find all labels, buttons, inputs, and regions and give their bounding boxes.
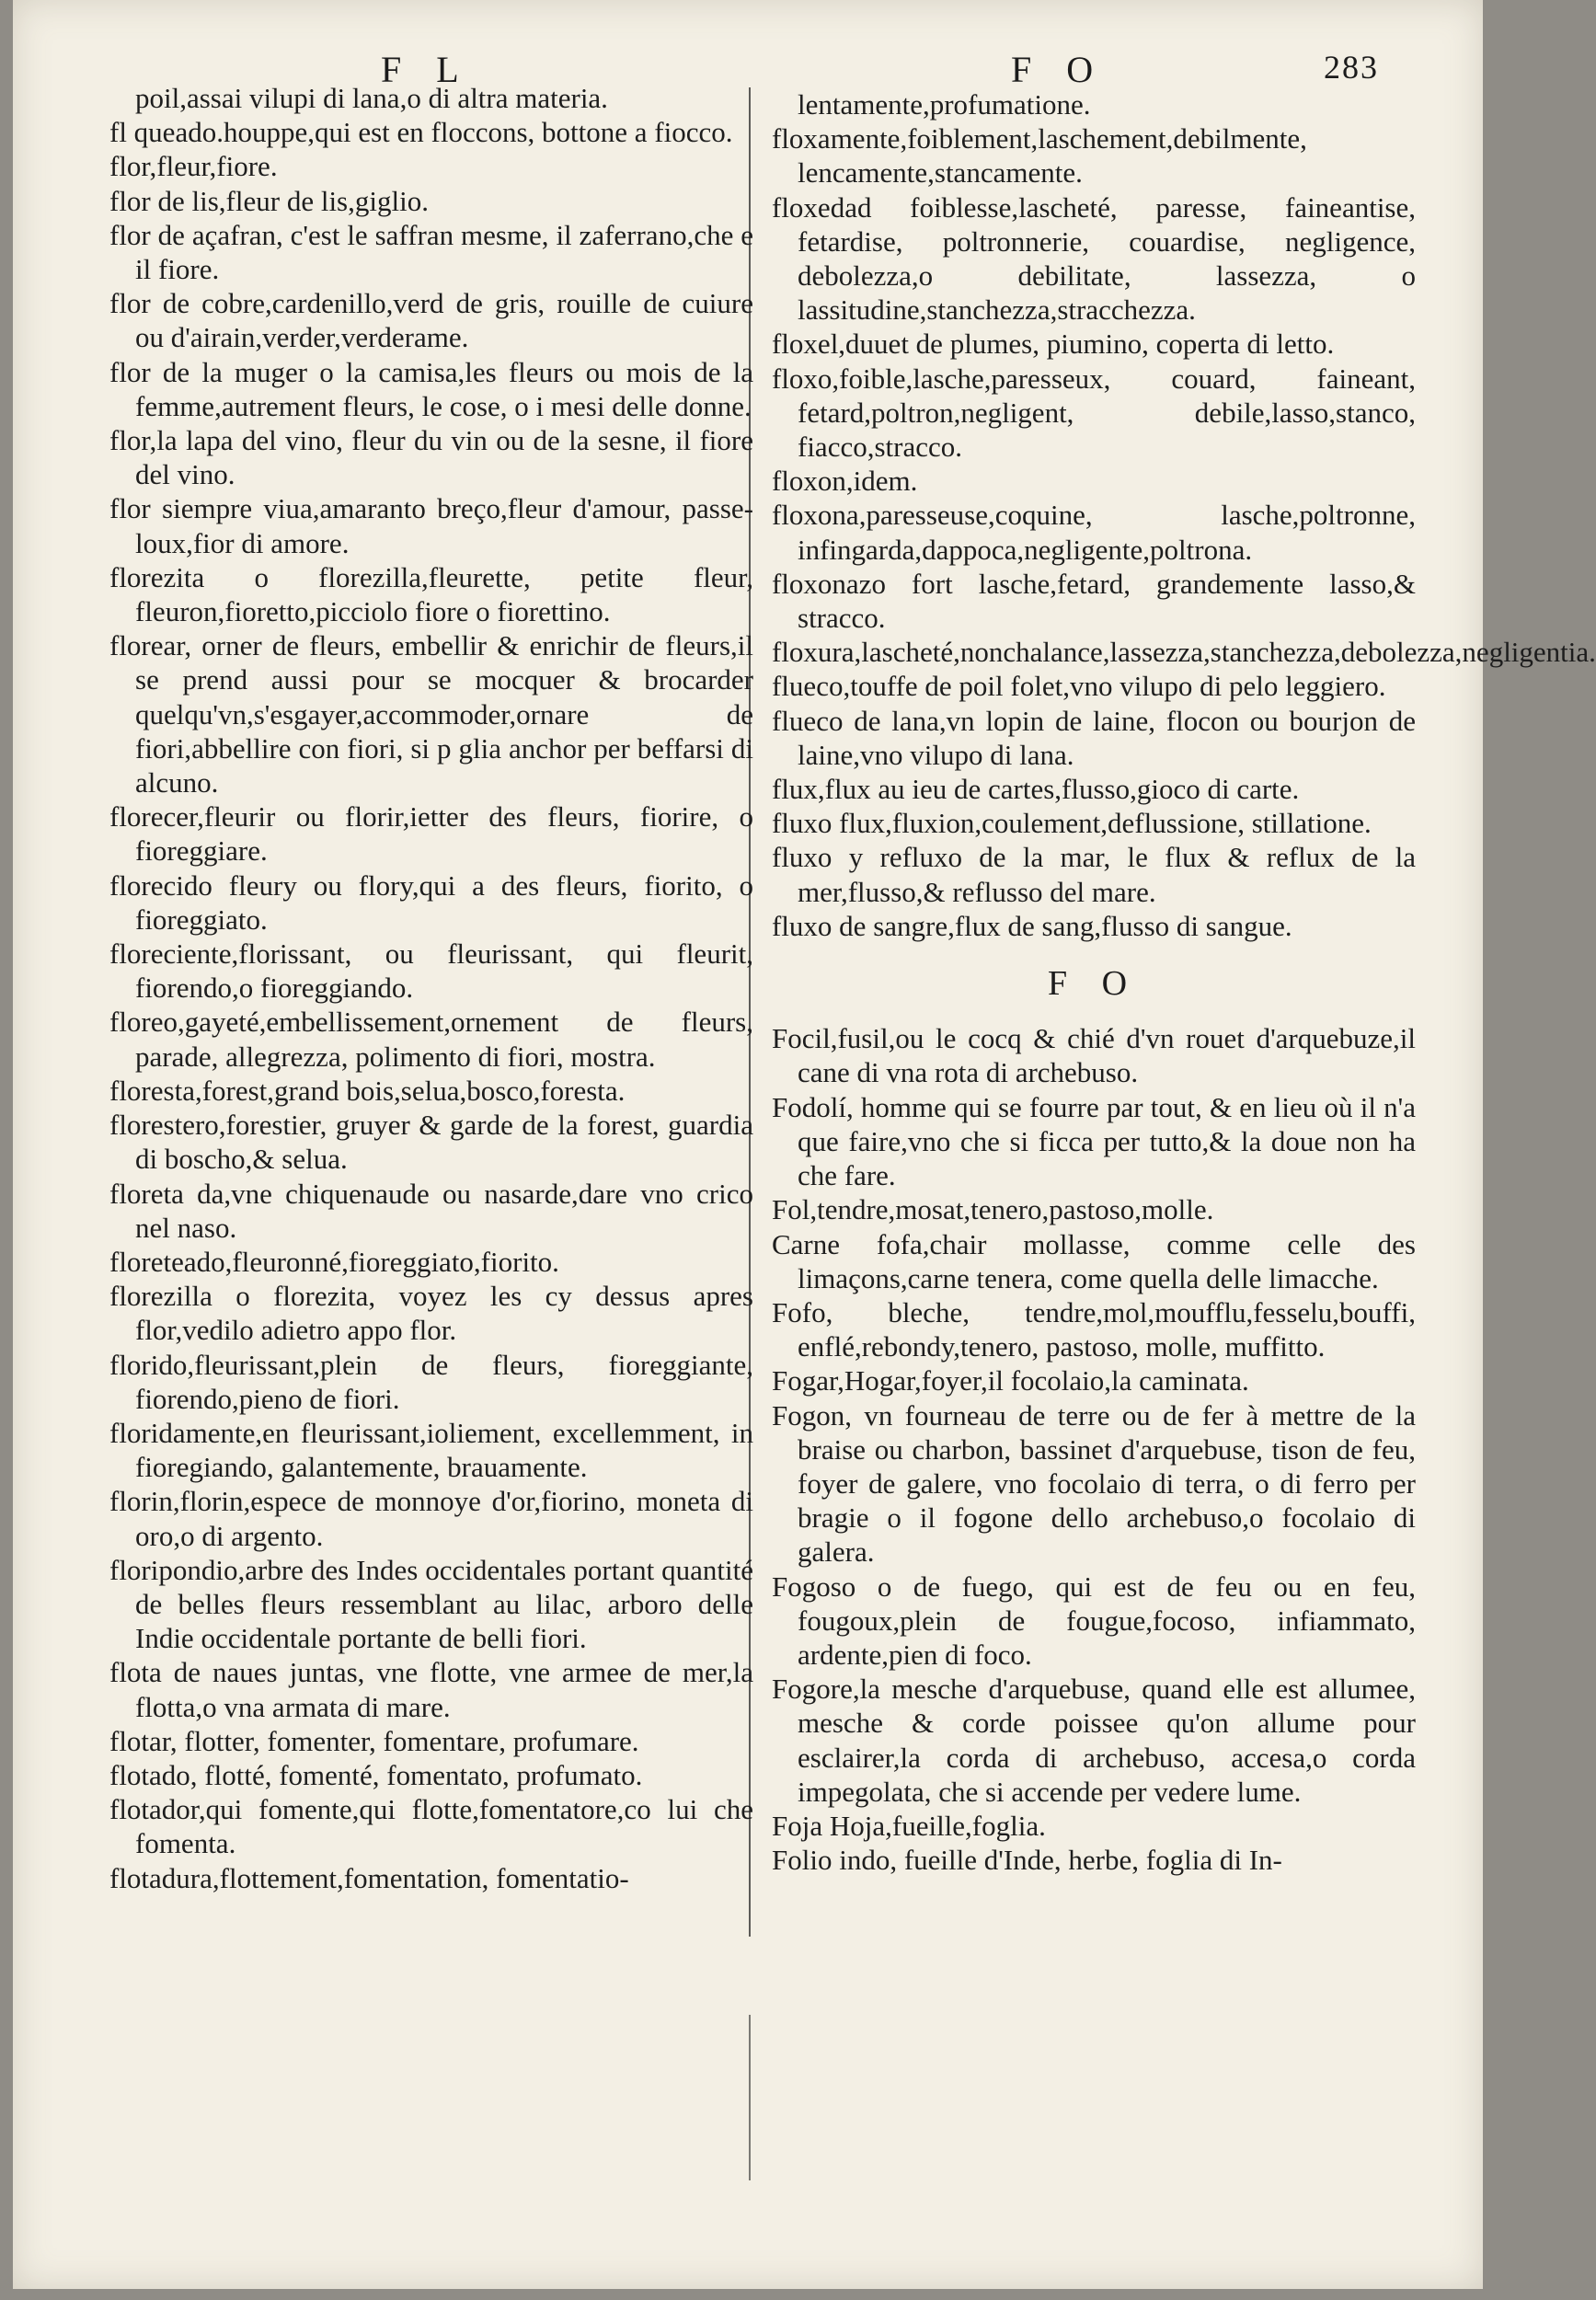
dictionary-entry: flux,flux au ieu de cartes,flusso,gioco di carte. bbox=[772, 773, 1300, 806]
dictionary-entry: florecido fleury ou flory,qui a des fleurs, fiorito, o fioreggiato. bbox=[109, 868, 753, 936]
section-heading: F O bbox=[1047, 964, 1141, 1004]
dictionary-entry: Foja Hoja,fueille,foglia. bbox=[772, 1809, 1046, 1842]
dictionary-entry: floreciente,florissant, ou fleurissant, qui fleurit, fiorendo,o fioreggiando. bbox=[109, 937, 753, 1005]
dictionary-entry: Fogore,la mesche d'arquebuse, quand elle est allumee, mesche & corde poissee qu'on allume pour esclairer,la corda di archebuso, accesa,o corda impegolata, che si accende per vedere lume. bbox=[772, 1673, 1416, 1808]
dictionary-entry: florecer,fleurir ou florir,ietter des fleurs, fiorire, o fioreggiare. bbox=[109, 800, 753, 868]
dictionary-entry: flotado, flotté, fomenté, fomentato, profumato. bbox=[109, 1758, 643, 1791]
dictionary-entry: flor de lis,fleur de lis,giglio. bbox=[109, 184, 429, 217]
dictionary-entry: floxona,paresseuse,coquine, lasche,poltronne, infingarda,dappoca,negligente,poltrona. bbox=[772, 499, 1416, 566]
right-column-entries-fo bbox=[772, 1021, 1416, 1877]
dictionary-entry: florestero,forestier, gruyer & garde de la forest, guardia di boscho,& selua. bbox=[109, 1109, 753, 1176]
dictionary-entry: Folio indo, fueille d'Inde, herbe, foglia di In- bbox=[772, 1844, 1282, 1877]
dictionary-entry: floxura,lascheté,nonchalance,lassezza,stanchezza,debolezza,negligentia. bbox=[772, 636, 1596, 669]
dictionary-entry: florido,fleurissant,plein de fleurs, fioreggiante, fiorendo,pieno de fiori. bbox=[109, 1348, 753, 1415]
dictionary-entry: floxon,idem. bbox=[772, 465, 918, 498]
dictionary-entry: floripondio,arbre des Indes occidentales portant quantité de belles fleurs ressemblant au lilac, arboro delle Indie occidentale portante de belli fiori. bbox=[109, 1553, 753, 1655]
dictionary-entry: flor siempre viua,amaranto breço,fleur d'amour, passe-loux,fior di amore. bbox=[109, 492, 753, 559]
dictionary-entry: fluxo flux,fluxion,coulement,deflussione, stillatione. bbox=[772, 807, 1372, 840]
dictionary-entry: floreteado,fleuronné,fioreggiato,fiorito. bbox=[109, 1245, 559, 1278]
dictionary-entry: floxedad foiblesse,lascheté, paresse, faineantise, fetardise, poltronnerie, couardise, negligence, debolezza,o debilitate, lassezza, o lassitudine,stanchezza,stracchezza. bbox=[772, 190, 1416, 327]
dictionary-entry: flor de açafran, c'est le saffran mesme, il zaferrano,che e il fiore. bbox=[109, 218, 753, 286]
dictionary-entry: poil,assai vilupi di lana,o di altra materia. bbox=[135, 82, 608, 114]
dictionary-entry: fl queado.houppe,qui est en floccons, bottone a fiocco. bbox=[109, 116, 733, 149]
dictionary-entry: floxonazo fort lasche,fetard, grandemente lasso,& stracco. bbox=[772, 567, 1416, 635]
dictionary-entry: fluxo y refluxo de la mar, le flux & reflux de la mer,flusso,& reflusso del mare. bbox=[772, 841, 1416, 908]
dictionary-entry: Fogoso o de fuego, qui est de feu ou en feu, fougoux,plein de fougue,focoso, infiammato, ardente,pien di foco. bbox=[772, 1570, 1416, 1671]
dictionary-entry: flor,la lapa del vino, fleur du vin ou de la sesne, il fiore del vino. bbox=[109, 424, 753, 491]
dictionary-entry: floxamente,foiblement,laschement,debilmente, lencamente,stancamente. bbox=[772, 122, 1307, 190]
dictionary-entry: flueco,touffe de poil folet,vno vilupo di pelo leggiero. bbox=[772, 670, 1386, 703]
dictionary-entry: Focil,fusil,ou le cocq & chié d'vn rouet d'arquebuze,il cane di vna rota di archebuso. bbox=[772, 1022, 1416, 1089]
dictionary-entry: florezilla o florezita, voyez les cy dessus apres flor,vedilo adietro appo flor. bbox=[109, 1280, 753, 1347]
dictionary-entry: floxo,foible,lasche,paresseux, couard, faineant, fetard,poltron,negligent, debile,lasso,stanco, fiacco,stracco. bbox=[772, 362, 1416, 464]
dictionary-entry: flor de cobre,cardenillo,verd de gris, rouille de cuiure ou d'airain,verder,verderame. bbox=[109, 287, 753, 354]
right-column-entries-fl bbox=[772, 87, 1596, 943]
dictionary-entry: floreta da,vne chiquenaude ou nasarde,dare vno crico nel naso. bbox=[109, 1177, 753, 1244]
dictionary-entry: Fodolí, homme qui se fourre par tout, & en lieu où il n'a que faire,vno che si ficca per tutto,& la doue non ha che fare. bbox=[772, 1090, 1416, 1192]
dictionary-entry: Carne fofa,chair mollasse, comme celle des limaçons,carne tenera, come quella delle limacche. bbox=[772, 1227, 1416, 1294]
dictionary-entry: flor,fleur,fiore. bbox=[109, 150, 278, 183]
left-column bbox=[109, 81, 753, 1895]
dictionary-entry: floresta,forest,grand bois,selua,bosco,foresta. bbox=[109, 1074, 626, 1107]
dictionary-entry: flotar, flotter, fomenter, fomentare, profumare. bbox=[109, 1724, 639, 1757]
running-head-left: F L bbox=[381, 49, 472, 90]
dictionary-entry: flotador,qui fomente,qui flotte,fomentatore,co lui che fomenta. bbox=[109, 1793, 753, 1860]
dictionary-entry: floxel,duuet de plumes, piumino, coperta di letto. bbox=[772, 328, 1335, 361]
dictionary-entry: florear, orner de fleurs, embellir & enrichir de fleurs,il se prend aussi pour se mocquer & brocarder quelqu'vn,s'esgayer,accommoder,ornare de fiori,abbellire con fiori, si p glia anchor per beffarsi di alcuno. bbox=[109, 629, 753, 799]
dictionary-entry: lentamente,profumatione. bbox=[798, 88, 1091, 121]
dictionary-entry: Fol,tendre,mosat,tenero,pastoso,molle. bbox=[772, 1193, 1214, 1226]
dictionary-entry: Fogon, vn fourneau de terre ou de fer à mettre de la braise ou charbon, bassinet d'arquebuse, tison de feu, foyer de galere, vno focolaio di terra, o di ferro per bragie o il fogone dello archebuso,o focolaio di galera. bbox=[772, 1398, 1416, 1569]
running-head-right: F O bbox=[1011, 49, 1107, 90]
dictionary-entry: floreo,gayeté,embellissement,ornement de fleurs, parade, allegrezza, polimento di fiori, mostra. bbox=[109, 1006, 753, 1073]
dictionary-entry: florezita o florezilla,fleurette, petite fleur, fleuron,fioretto,picciolo fiore o fiorettino. bbox=[109, 560, 753, 628]
dictionary-page bbox=[13, 0, 1596, 2289]
dictionary-entry: flotadura,flottement,fomentation, fomentatio- bbox=[109, 1861, 629, 1894]
right-column bbox=[772, 87, 1596, 1877]
dictionary-entry: flota de naues juntas, vne flotte, vne armee de mer,la flotta,o vna armata di mare. bbox=[109, 1656, 753, 1723]
dictionary-entry: Fofo, bleche, tendre,mol,moufflu,fesselu,bouffi, enflé,rebondy,tenero, pastoso, molle, muffitto. bbox=[772, 1295, 1416, 1363]
dictionary-entry: Fogar,Hogar,foyer,il focolaio,la caminata. bbox=[772, 1364, 1249, 1397]
dictionary-entry: flor de la muger o la camisa,les fleurs ou mois de la femme,autrement fleurs, le cose, o i mesi delle donne. bbox=[109, 355, 753, 422]
dictionary-entry: floridamente,en fleurissant,ioliement, excellemment, in fioregiando, galantemente, brauamente. bbox=[109, 1416, 753, 1484]
dictionary-entry: florin,florin,espece de monnoye d'or,fiorino, moneta di oro,o di argento. bbox=[109, 1485, 753, 1552]
column-divider-lower bbox=[749, 2015, 751, 2180]
page-number: 283 bbox=[1324, 49, 1379, 86]
dictionary-entry: fluxo de sangre,flux de sang,flusso di sangue. bbox=[772, 909, 1292, 942]
dictionary-entry: flueco de lana,vn lopin de laine, flocon ou bourjon de laine,vno vilupo di lana. bbox=[772, 704, 1416, 771]
